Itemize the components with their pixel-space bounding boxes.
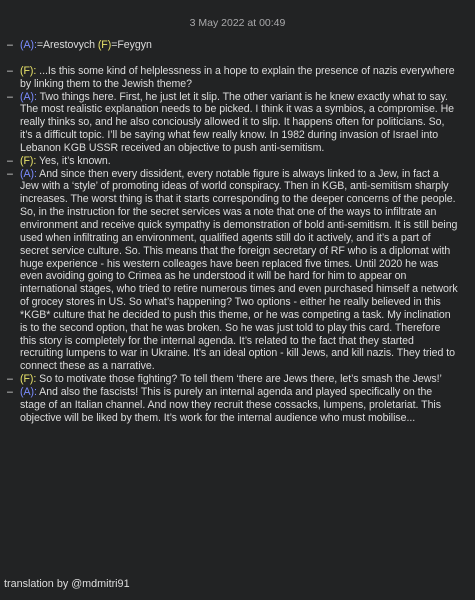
speaker-legend: – (A):=Arestovych (F)=Feygyn xyxy=(7,39,152,51)
transcript xyxy=(0,39,475,424)
list-item: – (F): ...Is this some kind of helplessness in a hope to explain the presence of nazis everywhere by linking them to the Jewish theme? xyxy=(7,64,455,90)
message-text: Yes, it’s known. xyxy=(36,154,111,167)
speaker-tag: (F): xyxy=(20,64,37,77)
speaker-tag: (F): xyxy=(20,373,37,386)
speaker-f-tag: (F) xyxy=(97,39,112,51)
speaker-tag: (A): xyxy=(20,385,37,398)
list-item: – (F): So to motivate those fighting? To tell them ‘there are Jews there, let’s smash the Jews!’ xyxy=(7,373,442,386)
message-text: And since then every dissident, every notable figure is always linked to a Jew, in fact a Jew with a ‘style’ of promoting ideas of world conspiracy. Then in KGB, anti-semitism sharply increases. The worst thing is that it starts corresponding to the deeper concerns of the people. So, in the instruction for the secret services was a note that one of the ways to infiltrate an environment and receive quick sympathy is demonstration of bold anti-semitism. It is still being used when infiltrating an environment, qualified agents still do it actively, and it’s a part of secret service culture. So. This means that the foreign secretary of RF who is a diplomat with huge experience - his western colleages have been replaced five times. Until 2020 he was even avoiding going to Crimea as he understood it will be hard for him to appear on international stages, who tried to retire numerous times and even purchased himself a network of grocey stores in US. So what’s happening? Two options - either he really believed in this *KGB* culture that he decided to push this theme, or he was competing a task. My inclination is to the second option, that he was broken. So he was just told to play this card. Therefore this story is completely for the internal agenda. It’s related to the fact that they started recruiting lumpens to war in Ukraine. It’s an ideal option - kill Jews, and kill nazis. They tried to connect these as a narrative. xyxy=(20,167,458,373)
speaker-tag: (F): xyxy=(20,154,37,167)
list-item: – (A): And since then every dissident, every notable figure is always linked to a Jew, in fact a Jew with a ‘style’ of promoting ideas of world conspiracy. Then in KGB, anti-semitism sharply increases. The worst thing is that it starts corresponding to the deeper concerns of the people. So, in the instruction for the secret services was a note that one of the ways to infiltrate an environment and receive quick sympathy is demonstration of bold anti-semitism. It is still being used when infiltrating an environment, qualified agents still do it actively, and it’s a part of secret service culture. So. This means that the foreign secretary of RF who is a diplomat with huge experience - his western colleages have been replaced five times. Until 2020 he was even avoiding going to Crimea as he understood it will be hard for him to appear on international stages, who tried to retire numerous times and even purchased himself a network of grocey stores in US. So what’s happening? Two options - either he really believed in this *KGB* culture that he decided to push this theme, or he was competing a task. My inclination is to the second option, that he was broken. So he was just told to play this card. Therefore this story is completely for the internal agenda. It’s related to the fact that they started recruiting lumpens to war in Ukraine. It’s an ideal option - kill Jews, and kill nazis. They tried to connect these as a narrative. xyxy=(7,167,458,373)
list-item: – (A): And also the fascists! This is purely an internal agenda and played specifically on the stage of an Italian channel. And now they recruit these cossacks, lumpens, proletariat. This objective will be liked by them. It’s work for the internal audience who must mobilise... xyxy=(7,385,441,424)
list-item: – (A): Two things here. First, he just let it slip. The other variant is he knew exactly what to say. The most realistic explanation needs to be picked. I think it was a symbios, a compromise. He really thinks so, and he also conciously allowed it to slip. It happens often for politicians. So, it’s a difficult topic. I’ll be saying what few really know. In 1982 during invasion of Israel into Lebanon KGB USSR received an objective to push anti-semitism. xyxy=(7,90,455,154)
speaker-a-name: =Arestovych xyxy=(36,39,98,51)
speaker-tag: (A): xyxy=(20,167,37,180)
message-text: Two things here. First, he just let it slip. The other variant is he knew exactly what to say. The most realistic explanation needs to be picked. I think it was a symbios, a compromise. He really thinks so, and he also conciously allowed it to slip. It happens often for politicians. So, it’s a difficult topic. I’ll be saying what few really know. In 1982 during invasion of Israel into Lebanon KGB USSR received an objective to push anti-semitism. xyxy=(20,90,455,154)
speaker-a-tag: (A): xyxy=(20,39,37,51)
message-text: ...Is this some kind of helplessness in a hope to explain the presence of nazis everywhere by linking them to the Jewish theme? xyxy=(20,64,455,90)
message-text: So to motivate those fighting? To tell them ‘there are Jews there, let’s smash the Jews!’ xyxy=(36,373,442,386)
list-item: – (F): Yes, it’s known. xyxy=(7,154,111,167)
spacer xyxy=(0,52,459,65)
message-text: And also the fascists! This is purely an internal agenda and played specifically on the stage of an Italian channel. And now they recruit these cossacks, lumpens, proletariat. This objective will be liked by them. It’s work for the internal audience who must mobilise... xyxy=(20,385,441,424)
speaker-tag: (A): xyxy=(20,90,37,103)
translation-credit: translation by @mdmitri91 xyxy=(4,578,130,590)
speaker-f-name: =Feygyn xyxy=(111,39,152,51)
timestamp: 3 May 2022 at 00:49 xyxy=(189,17,286,29)
